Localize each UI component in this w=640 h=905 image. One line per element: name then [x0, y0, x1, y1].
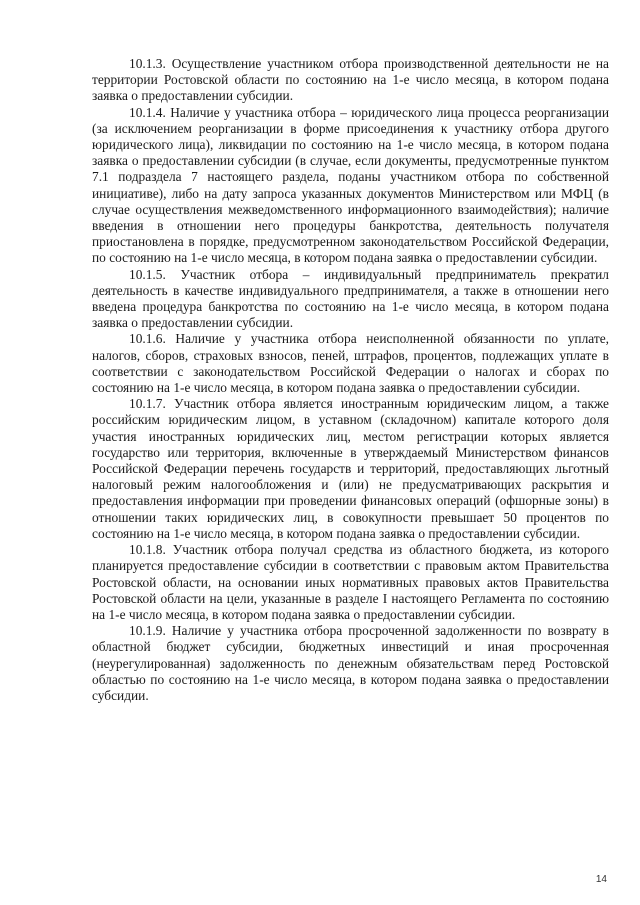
paragraph-10-1-4: 10.1.4. Наличие у участника отбора – юридического лица процесса реорганизации (за исключением реорганизации в форме присоединения к участнику отбора другого юридического лица), ликвидации по состоянию на 1-е число месяца, в котором подана заявка о предоставлении субсидии (в случае, если документы, предусмотренные пунктом 7.1 подраздела 7 настоящего раздела, поданы участником отбора по собственной инициативе), либо на дату запроса указанных документов Министерством или МФЦ (в случае осуществления межведомственного информационного взаимодействия); наличие введения в отношении него процедуры банкротства, деятельность получателя приостановлена в порядке, предусмотренном законодательством Российской Федерации, по состоянию на 1-е число месяца, в котором подана заявка о предоставлении субсидии. — [92, 104, 609, 266]
paragraph-10-1-8: 10.1.8. Участник отбора получал средства из областного бюджета, из которого планируется предоставление субсидии в соответствии с правовым актом Правительства Ростовской области, на основании иных нормативных правовых актов Правительства Ростовской области на цели, указанные в разделе I настоящего Регламента по состоянию на 1-е число месяца, в котором подана заявка о предоставлении субсидии. — [92, 542, 609, 622]
document-body — [92, 56, 609, 704]
paragraph-10-1-7: 10.1.7. Участник отбора является иностранным юридическим лицом, а также российским юридическим лицом, в уставном (складочном) капитале которого доля участия иностранных юридических лиц, местом регистрации которых является государство или территория, включенные в утверждаемый Министерством финансов Российской Федерации перечень государств и территорий, предоставляющих льготный налоговый режим налогообложения и (или) не предусматривающих раскрытия и предоставления информации при проведении финансовых операций (офшорные зоны) в отношении таких юридических лиц, в совокупности превышает 50 процентов по состоянию на 1-е число месяца, в котором подана заявка о предоставлении субсидии. — [92, 396, 609, 541]
paragraph-10-1-5: 10.1.5. Участник отбора – индивидуальный предприниматель прекратил деятельность в качестве индивидуального предпринимателя, а также в отношении него введена процедура банкротства по состоянию на 1-е число месяца, в котором подана заявка о предоставлении субсидии. — [92, 266, 609, 331]
paragraph-10-1-9: 10.1.9. Наличие у участника отбора просроченной задолженности по возврату в областной бюджет субсидии, бюджетных инвестиций и иная просроченная (неурегулированная) задолженность по денежным обязательствам перед Ростовской областью по состоянию на 1-е число месяца, в котором подана заявка о предоставлении субсидии. — [92, 623, 609, 703]
paragraph-10-1-3: 10.1.3. Осуществление участником отбора производственной деятельности не на территории Ростовской области по состоянию на 1-е число месяца, в котором подана заявка о предоставлении субсидии. — [92, 56, 609, 104]
page-number: 14 — [595, 874, 607, 885]
paragraph-10-1-6: 10.1.6. Наличие у участника отбора неисполненной обязанности по уплате, налогов, сборов, страховых взносов, пеней, штрафов, процентов, подлежащих уплате в соответствии с законодательством Российской Федерации о налогах и сборах по состоянию на 1-е число месяца, в котором подана заявка о предоставлении субсидии. — [92, 331, 609, 396]
